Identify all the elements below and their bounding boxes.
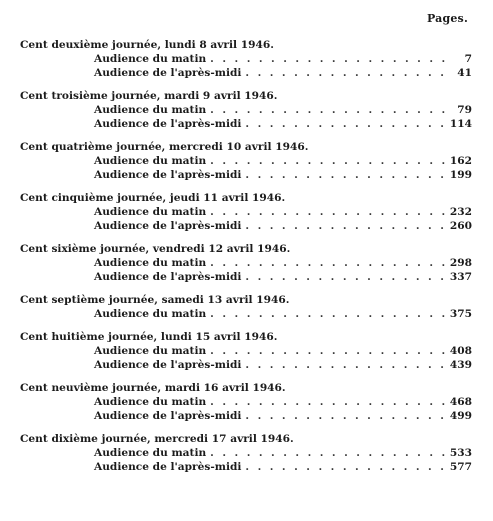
page-number: 375 [449,308,472,320]
entry-label: Audience de l'après-midi [94,271,242,283]
entry-label: Audience du matin [94,155,207,167]
dot-leader [245,168,447,182]
dot-leader [245,358,447,372]
pages-heading: Pages. [426,12,468,25]
toc-entry [94,219,472,233]
day-title: Cent cinquième journée, jeudi 11 avril 1946. [20,192,286,204]
dot-leader [245,409,447,423]
toc-entry [94,395,472,409]
entry-label: Audience de l'après-midi [94,118,242,130]
toc-section [20,191,472,233]
dot-leader [210,395,448,409]
toc-section [20,330,472,372]
toc-section [20,89,472,131]
page-number: 199 [449,169,472,181]
entry-label: Audience du matin [94,53,207,65]
toc-entry [94,358,472,372]
toc-entry [94,344,472,358]
page-number: 260 [449,220,472,232]
toc-entry [94,154,472,168]
dot-leader [210,307,448,321]
dot-leader [210,52,450,66]
dot-leader [245,219,447,233]
toc-entry [94,270,472,284]
day-title: Cent deuxième journée, lundi 8 avril 1946. [20,39,274,51]
page-number: 468 [449,396,472,408]
entry-label: Audience du matin [94,396,207,408]
toc-entry [94,460,472,474]
page-number: 439 [449,359,472,371]
dot-leader [245,66,450,80]
toc-entry [94,205,472,219]
toc-entry [94,117,472,131]
dot-leader [210,344,448,358]
entry-label: Audience de l'après-midi [94,169,242,181]
toc-entry [94,256,472,270]
dot-leader [210,154,448,168]
entry-label: Audience de l'après-midi [94,410,242,422]
entry-label: Audience du matin [94,206,207,218]
dot-leader [210,205,448,219]
dot-leader [245,270,447,284]
dot-leader [245,117,447,131]
day-title: Cent quatrième journée, mercredi 10 avril 1946. [20,141,309,153]
page-number: 162 [449,155,472,167]
toc-entry [94,168,472,182]
entry-label: Audience de l'après-midi [94,220,242,232]
page-number: 79 [457,104,472,116]
toc-entry [94,409,472,423]
toc-entry [94,103,472,117]
page-number: 114 [449,118,472,130]
entry-label: Audience du matin [94,308,207,320]
toc-entry [94,446,472,460]
toc-section [20,38,472,80]
entry-label: Audience de l'après-midi [94,461,242,473]
entry-label: Audience de l'après-midi [94,67,242,79]
dot-leader [210,446,448,460]
toc-entry [94,52,472,66]
table-of-contents [20,38,472,483]
day-title: Cent troisième journée, mardi 9 avril 1946. [20,90,278,102]
toc-section [20,381,472,423]
day-title: Cent huitième journée, lundi 15 avril 1946. [20,331,278,343]
page-number: 577 [449,461,472,473]
day-title: Cent neuvième journée, mardi 16 avril 1946. [20,382,286,394]
page-number: 232 [449,206,472,218]
dot-leader [245,460,447,474]
toc-section [20,140,472,182]
page-number: 41 [457,67,472,79]
entry-label: Audience du matin [94,447,207,459]
day-title: Cent dixième journée, mercredi 17 avril 1946. [20,433,294,445]
page-number: 298 [449,257,472,269]
entry-label: Audience du matin [94,257,207,269]
page-number: 7 [464,53,472,65]
page-number: 499 [449,410,472,422]
day-title: Cent septième journée, samedi 13 avril 1946. [20,294,290,306]
entry-label: Audience du matin [94,345,207,357]
day-title: Cent sixième journée, vendredi 12 avril 1946. [20,243,291,255]
toc-section [20,293,472,321]
page-number: 533 [449,447,472,459]
entry-label: Audience de l'après-midi [94,359,242,371]
page-number: 337 [449,271,472,283]
toc-section [20,242,472,284]
dot-leader [210,103,450,117]
toc-section [20,432,472,474]
toc-entry [94,66,472,80]
toc-entry [94,307,472,321]
entry-label: Audience du matin [94,104,207,116]
dot-leader [210,256,448,270]
page-number: 408 [449,345,472,357]
